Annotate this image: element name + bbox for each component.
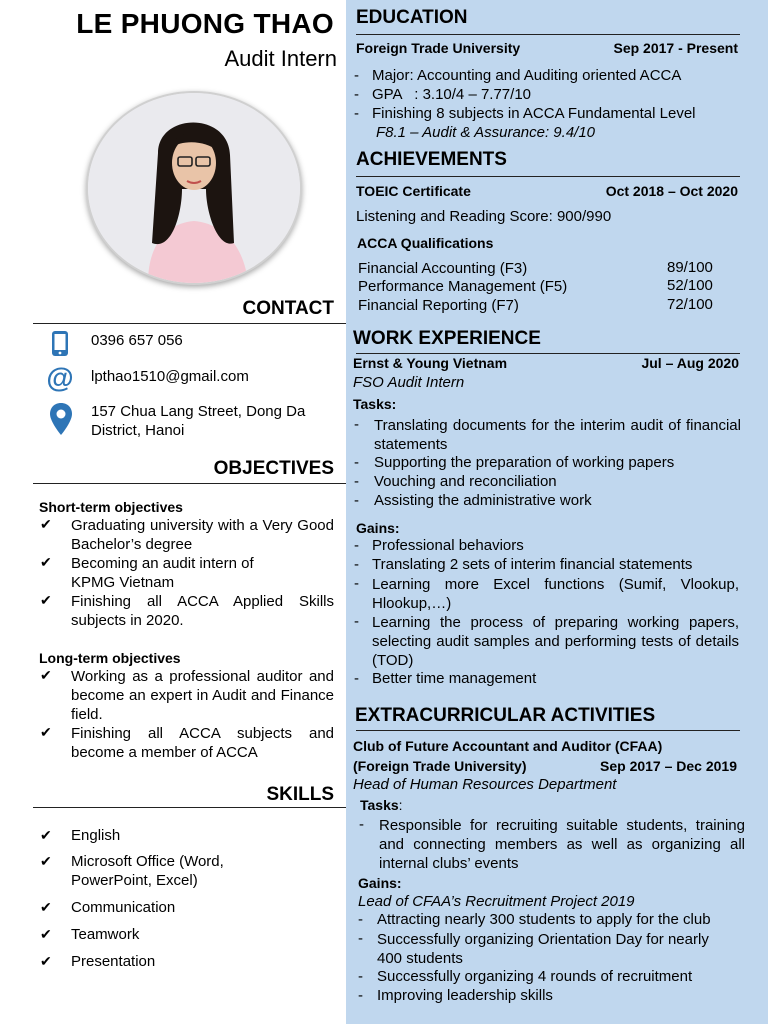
extra-tasks-colon: : <box>398 797 403 813</box>
skill-item: English <box>71 827 121 844</box>
extra-position: Head of Human Resources Department <box>353 776 617 793</box>
contact-heading: CONTACT <box>242 298 334 319</box>
bullet-dash: - <box>354 86 359 103</box>
bullet-dash: - <box>354 537 359 554</box>
work-company: Ernst & Young Vietnam <box>353 355 508 371</box>
extra-dates: Sep 2017 – Dec 2019 <box>600 758 737 774</box>
bullet-dash: - <box>354 670 359 687</box>
bullet-dash: - <box>354 575 359 592</box>
bullet-dash: - <box>354 454 359 471</box>
extra-tasks-label: Tasks <box>360 797 399 813</box>
right-column <box>346 0 768 1024</box>
extra-gains-label: Gains: <box>358 875 402 891</box>
check-icon: ✔ <box>40 667 52 683</box>
check-icon: ✔ <box>40 853 52 869</box>
work-gain: Better time management <box>372 670 537 687</box>
skill-item: Presentation <box>71 953 156 970</box>
objectives-heading: OBJECTIVES <box>213 458 334 479</box>
education-detail: F8.1 – Audit & Assurance: 9.4/10 <box>376 124 596 141</box>
short-objective: Finishing all ACCA Applied Skills subjects in 2020. <box>71 593 334 629</box>
education-divider <box>356 34 740 35</box>
skills-divider <box>33 807 346 808</box>
contact-divider <box>33 323 346 324</box>
location-pin-icon <box>49 402 73 441</box>
education-heading: EDUCATION <box>356 7 468 28</box>
bullet-dash: - <box>358 911 363 928</box>
work-gains-label: Gains: <box>356 520 400 536</box>
work-task: Supporting the preparation of working papers <box>374 454 675 471</box>
bullet-dash: - <box>354 473 359 490</box>
toeic-dates: Oct 2018 – Oct 2020 <box>605 183 738 199</box>
svg-text:@: @ <box>46 363 74 393</box>
bullet-dash: - <box>354 416 359 433</box>
long-term-title: Long-term objectives <box>39 650 181 666</box>
check-icon: ✔ <box>40 592 52 608</box>
bullet-dash: - <box>354 105 359 122</box>
short-objective: Graduating university with a Very Good Bachelor’s degree <box>71 517 334 553</box>
extracurricular-divider <box>356 730 740 731</box>
acca-score: 89/100 <box>667 259 713 276</box>
extra-gains-sub: Lead of CFAA’s Recruitment Project 2019 <box>358 893 635 910</box>
work-dates: Jul – Aug 2020 <box>641 355 739 371</box>
acca-score: 52/100 <box>667 277 713 294</box>
work-heading: WORK EXPERIENCE <box>353 328 541 349</box>
bullet-dash: - <box>358 968 363 985</box>
candidate-name: LE PHUONG THAO <box>76 8 334 39</box>
contact-address-line2: District, Hanoi <box>91 422 185 439</box>
email-at-icon <box>45 363 75 398</box>
extra-gain: Attracting nearly 300 students to apply for the club <box>377 911 711 928</box>
acca-subject: Financial Reporting (F7) <box>358 297 519 314</box>
check-icon: ✔ <box>40 516 52 532</box>
extra-org: (Foreign Trade University) <box>353 758 527 774</box>
education-school: Foreign Trade University <box>356 40 521 56</box>
bullet-dash: - <box>354 613 359 630</box>
skill-item-continued: PowerPoint, Excel) <box>71 872 198 889</box>
profile-photo <box>86 91 302 285</box>
work-task: Assisting the administrative work <box>374 492 592 509</box>
work-task: Vouching and reconciliation <box>374 473 557 490</box>
education-item: Finishing 8 subjects in ACCA Fundamental Level <box>372 105 696 122</box>
acca-score: 72/100 <box>667 296 713 313</box>
work-position: FSO Audit Intern <box>353 374 465 391</box>
bullet-dash: - <box>354 67 359 84</box>
skill-item: Communication <box>71 899 176 916</box>
check-icon: ✔ <box>40 827 52 843</box>
check-icon: ✔ <box>40 554 52 570</box>
extra-task: Responsible for recruiting suitable students, training and connecting members as well as organizing all internal clubs’ events <box>379 817 745 872</box>
extra-gain: Improving leadership skills <box>377 987 553 1004</box>
work-gain: Professional behaviors <box>372 537 524 554</box>
achievements-divider <box>356 176 740 177</box>
skill-item: Microsoft Office (Word, <box>71 853 224 870</box>
work-gain: Translating 2 sets of interim financial statements <box>372 556 693 573</box>
education-item: Major: Accounting and Auditing oriented ACCA <box>372 67 682 84</box>
short-objective: Becoming an audit intern of KPMG Vietnam <box>71 555 254 591</box>
check-icon: ✔ <box>40 926 52 942</box>
candidate-role: Audit Intern <box>224 46 337 71</box>
bullet-dash: - <box>358 930 363 947</box>
long-objective: Finishing all ACCA subjects and become a member of ACCA <box>71 725 334 761</box>
achievements-heading: ACHIEVEMENTS <box>356 149 507 170</box>
skill-item: Teamwork <box>71 926 140 943</box>
extra-gain: Successfully organizing Orientation Day for nearly 400 students <box>377 931 709 967</box>
long-objective: Working as a professional auditor and become an expert in Audit and Finance field. <box>71 668 334 723</box>
work-gain: Learning the process of preparing working papers, selecting audit samples and performing tests of details (TOD) <box>372 614 739 669</box>
work-gain: Learning more Excel functions (Sumif, Vlookup, Hlookup,…) <box>372 576 739 612</box>
profile-photo-illustration <box>88 93 300 283</box>
extra-gain: Successfully organizing 4 rounds of recruitment <box>377 968 693 985</box>
toeic-title: TOEIC Certificate <box>356 183 471 199</box>
check-icon: ✔ <box>40 724 52 740</box>
acca-title: ACCA Qualifications <box>357 235 494 251</box>
work-tasks-label: Tasks: <box>353 396 397 412</box>
work-divider <box>356 353 740 354</box>
extracurricular-heading: EXTRACURRICULAR ACTIVITIES <box>355 705 656 726</box>
contact-address-line1: 157 Chua Lang Street, Dong Da <box>91 403 306 420</box>
bullet-dash: - <box>358 987 363 1004</box>
acca-subject: Financial Accounting (F3) <box>358 260 528 277</box>
education-dates: Sep 2017 - Present <box>613 40 738 56</box>
bullet-dash: - <box>354 492 359 509</box>
toeic-score: Listening and Reading Score: 900/990 <box>356 208 612 225</box>
phone-icon <box>51 330 69 362</box>
objectives-divider <box>33 483 346 484</box>
extra-club: Club of Future Accountant and Auditor (CFAA) <box>353 738 663 754</box>
acca-subject: Performance Management (F5) <box>358 278 568 295</box>
check-icon: ✔ <box>40 899 52 915</box>
education-item: GPA : 3.10/4 – 7.77/10 <box>372 86 532 103</box>
work-task: Translating documents for the interim audit of financial statements <box>374 417 741 453</box>
short-term-title: Short-term objectives <box>39 499 183 515</box>
contact-phone[interactable]: 0396 657 056 <box>91 332 183 349</box>
bullet-dash: - <box>359 816 364 833</box>
left-column <box>0 0 346 1024</box>
bullet-dash: - <box>354 556 359 573</box>
check-icon: ✔ <box>40 953 52 969</box>
contact-email[interactable]: lpthao1510@gmail.com <box>91 368 249 385</box>
extra-tasks-label-row <box>360 797 403 813</box>
skills-heading: SKILLS <box>266 784 334 805</box>
